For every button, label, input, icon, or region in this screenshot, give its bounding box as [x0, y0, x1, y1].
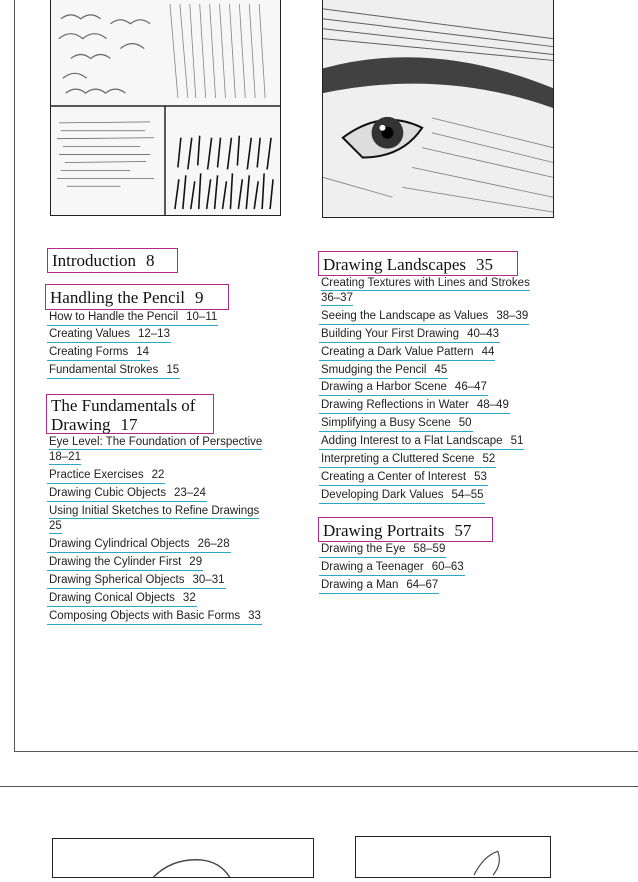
entry-page: 36–37 [321, 292, 353, 304]
entry-title: Drawing the Eye [321, 543, 406, 555]
entry-page: 33 [248, 610, 261, 622]
toc-entry[interactable] [47, 504, 290, 535]
entry-page: 23–24 [173, 487, 206, 499]
toc-entry[interactable] [47, 435, 290, 466]
entry-title: Adding Interest to a Flat Landscape [321, 435, 503, 447]
chapter-drawing-landscapes[interactable] [318, 251, 518, 276]
toc-entry[interactable] [47, 486, 207, 502]
entry-page: 38–39 [496, 310, 529, 322]
chapter-drawing-portraits[interactable] [318, 517, 493, 542]
toc-entry[interactable] [319, 578, 439, 594]
entry-title: How to Handle the Pencil [49, 311, 179, 323]
toc-entry[interactable] [319, 452, 496, 468]
toc-entry[interactable] [47, 327, 171, 343]
toc-entry[interactable] [47, 537, 231, 553]
entry-page: 30–31 [192, 574, 225, 586]
next-page-illustration-right [355, 836, 551, 878]
chapter-page: 9 [195, 288, 204, 307]
entry-page: 22 [151, 469, 165, 481]
entry-title: Building Your First Drawing [321, 328, 460, 340]
entry-title: Drawing a Man [321, 579, 399, 591]
entry-title: Eye Level: The Foundation of Perspective [49, 436, 263, 448]
chapter-title-line1: The Fundamentals of [51, 396, 196, 415]
entry-page: 51 [510, 435, 524, 447]
chapter-page: 17 [120, 415, 138, 434]
toc-entry[interactable] [47, 591, 197, 607]
chapter-page: 8 [146, 251, 155, 270]
toc-entry[interactable] [319, 488, 485, 504]
chapter-page: 35 [476, 255, 494, 274]
entry-page: 45 [434, 364, 448, 376]
toc-entry[interactable] [319, 309, 529, 325]
chapter-the-fundamentals-of-drawing[interactable] [46, 394, 214, 434]
entry-title: Smudging the Pencil [321, 364, 427, 376]
entry-title: Creating a Center of Interest [321, 471, 467, 483]
entry-page: 53 [474, 471, 487, 483]
entry-title: Drawing Reflections in Water [321, 399, 469, 411]
entry-page: 58–59 [413, 543, 446, 555]
toc-entry[interactable] [47, 609, 262, 625]
entry-title: Creating a Dark Value Pattern [321, 346, 474, 358]
entry-title: Drawing a Teenager [321, 561, 424, 573]
entry-title: Interpreting a Cluttered Scene [321, 453, 475, 465]
eye-drawing-illustration [322, 0, 554, 218]
entry-title: Drawing Cubic Objects [49, 487, 166, 499]
pencil-texture-illustration [50, 0, 281, 216]
next-page-illustration-left [52, 838, 314, 878]
entry-page: 64–67 [406, 579, 439, 591]
toc-entry[interactable] [319, 398, 510, 414]
toc-entry[interactable] [47, 468, 165, 484]
entry-page: 26–28 [197, 538, 230, 550]
entry-title: Simplifying a Busy Scene [321, 417, 451, 429]
toc-entry[interactable] [319, 434, 524, 450]
entry-page: 60–63 [431, 561, 464, 573]
toc-entry[interactable] [47, 555, 203, 571]
entry-page: 15 [166, 364, 180, 376]
entry-title: Drawing a Harbor Scene [321, 381, 447, 393]
toc-entry[interactable] [47, 345, 150, 361]
toc-entry[interactable] [319, 416, 473, 432]
chapter-page: 57 [454, 521, 472, 540]
toc-entry[interactable] [319, 470, 488, 486]
chapter-handling-the-pencil[interactable] [45, 284, 229, 310]
chapter-title: Handling the Pencil [50, 288, 186, 307]
entry-page: 52 [482, 453, 496, 465]
entry-page: 44 [481, 346, 495, 358]
entry-page: 14 [136, 346, 150, 358]
entry-page: 12–13 [137, 328, 170, 340]
toc-entry[interactable] [319, 327, 500, 343]
entry-title: Developing Dark Values [321, 489, 444, 501]
entry-title: Seeing the Landscape as Values [321, 310, 489, 322]
entry-title: Creating Textures with Lines and Strokes [321, 277, 530, 289]
toc-entry[interactable] [319, 276, 562, 307]
toc-entry[interactable] [319, 542, 446, 558]
chapter-title-line2: Drawing [51, 415, 111, 434]
entry-page: 50 [458, 417, 472, 429]
entry-title: Drawing the Cylinder First [49, 556, 182, 568]
entry-page: 40–43 [467, 328, 500, 340]
entry-title: Fundamental Strokes [49, 364, 159, 376]
toc-entry[interactable] [47, 310, 218, 326]
toc-entry[interactable] [319, 345, 495, 361]
chapter-title: Drawing Portraits [323, 521, 445, 540]
entry-title: Practice Exercises [49, 469, 144, 481]
chapter-title: Introduction [52, 251, 137, 270]
toc-entry[interactable] [319, 560, 465, 576]
entry-title: Creating Forms [49, 346, 129, 358]
entry-title: Drawing Conical Objects [49, 592, 175, 604]
toc-entry[interactable] [47, 363, 180, 379]
entry-page: 10–11 [186, 311, 218, 323]
entry-title: Creating Values [49, 328, 130, 340]
entry-title: Using Initial Sketches to Refine Drawings [49, 505, 260, 517]
chapter-title: Drawing Landscapes [323, 255, 467, 274]
entry-page: 29 [189, 556, 203, 568]
toc-entry[interactable] [319, 380, 488, 396]
entry-page: 18–21 [49, 451, 81, 463]
entry-page: 25 [49, 520, 62, 532]
toc-entry[interactable] [319, 363, 448, 379]
entry-title: Drawing Spherical Objects [49, 574, 185, 586]
entry-page: 54–55 [451, 489, 484, 501]
entry-title: Drawing Cylindrical Objects [49, 538, 190, 550]
entry-title: Composing Objects with Basic Forms [49, 610, 241, 622]
entry-page: 32 [182, 592, 196, 604]
chapter-introduction[interactable] [47, 248, 178, 273]
entry-page: 46–47 [454, 381, 487, 393]
toc-entry[interactable] [47, 573, 226, 589]
entry-page: 48–49 [476, 399, 509, 411]
